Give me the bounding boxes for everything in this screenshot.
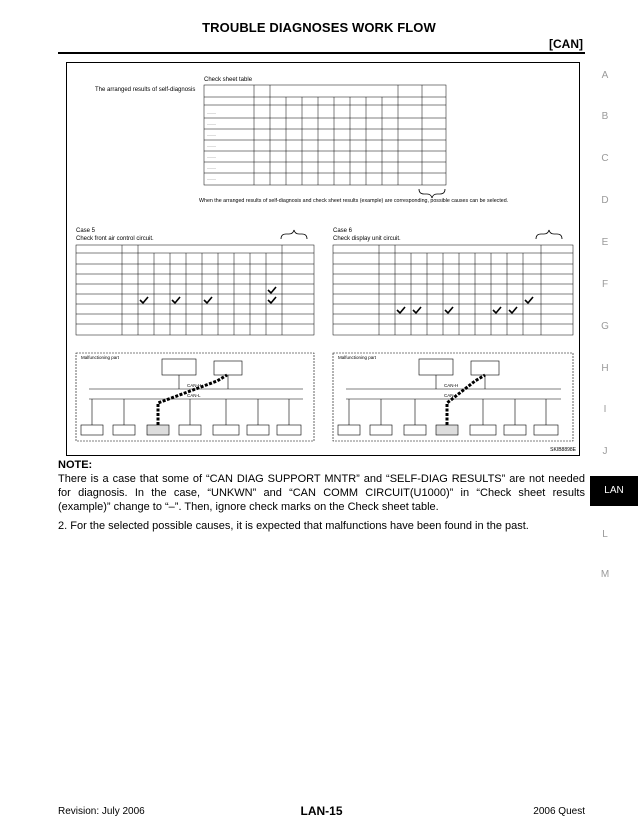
case5-bracket bbox=[281, 230, 307, 239]
step-2-text: 2. For the selected possible causes, it is expected that malfunctions have been found in the past. bbox=[58, 520, 529, 532]
case5-can-h: CAN-H bbox=[187, 383, 202, 388]
case5-check-marks bbox=[140, 287, 276, 303]
side-tab-d[interactable]: D bbox=[601, 195, 609, 206]
side-tab-j[interactable]: J bbox=[602, 446, 608, 457]
case6-can-h: CAN-H bbox=[444, 383, 459, 388]
header-rule bbox=[58, 52, 585, 54]
note-block bbox=[58, 458, 585, 533]
page-number: LAN-15 bbox=[300, 804, 343, 818]
svg-text:———: ——— bbox=[207, 133, 216, 137]
case5-malfunction-label: Malfunctioning part bbox=[81, 355, 120, 360]
side-tab-c[interactable]: C bbox=[601, 153, 609, 164]
case5-desc: Check front air control circuit. bbox=[76, 236, 154, 242]
note-heading: NOTE: bbox=[58, 459, 93, 471]
side-tab-f[interactable]: F bbox=[601, 279, 609, 290]
side-tab-b[interactable]: B bbox=[601, 111, 609, 122]
case6-malfunction-label: Malfunctioning part bbox=[338, 355, 377, 360]
side-tab-i[interactable]: I bbox=[603, 404, 607, 415]
case6-can-l: CAN-L bbox=[444, 393, 458, 398]
svg-text:———: ——— bbox=[207, 177, 216, 181]
svg-text:———: ——— bbox=[207, 155, 216, 159]
case5-title: Case 5 bbox=[76, 228, 96, 234]
svg-text:———: ——— bbox=[207, 122, 216, 126]
case6-bracket bbox=[536, 230, 562, 239]
revision-label: Revision: July 2006 bbox=[58, 806, 145, 817]
section-label: [CAN] bbox=[549, 37, 583, 51]
svg-text:———: ——— bbox=[207, 166, 216, 170]
side-tab-g[interactable]: G bbox=[601, 321, 609, 332]
case6-table bbox=[333, 245, 573, 335]
side-tab-lan[interactable]: LAN bbox=[590, 476, 638, 506]
side-tab-m[interactable]: M bbox=[600, 569, 610, 580]
top-table-faint-text bbox=[207, 111, 216, 181]
svg-text:———: ——— bbox=[207, 144, 216, 148]
top-check-sheet-table bbox=[204, 85, 446, 185]
figure-drawing bbox=[67, 63, 579, 455]
workflow-figure bbox=[66, 62, 580, 456]
case6-title: Case 6 bbox=[333, 228, 353, 234]
side-tab-l[interactable]: L bbox=[602, 529, 608, 540]
svg-text:———: ——— bbox=[207, 111, 216, 115]
case5-table bbox=[76, 245, 314, 335]
top-bracket bbox=[419, 189, 445, 198]
case6-check-marks bbox=[397, 297, 533, 313]
side-tab-h[interactable]: H bbox=[601, 363, 609, 374]
case5-can-l: CAN-L bbox=[187, 393, 201, 398]
note-text: There is a case that some of “CAN DIAG SUPPORT MNTR” and “SELF-DIAG RESULTS” are not needed for diagnosis. In the case, “UNKWN” and “CAN COMM CIRCUIT(U1000)” in “Check sheet results (example)” change to “–”. Then, ignore check marks on the Check sheet table. bbox=[58, 473, 585, 513]
case6-desc: Check display unit circuit. bbox=[333, 236, 401, 242]
side-tab-a[interactable]: A bbox=[601, 70, 609, 81]
middle-caption: When the arranged results of self-diagnosis and check sheet results (example) are corresponding, possible causes can be selected. bbox=[199, 198, 509, 204]
check-sheet-label: Check sheet table bbox=[204, 77, 253, 83]
page-title: TROUBLE DIAGNOSES WORK FLOW bbox=[202, 20, 436, 35]
model-label: 2006 Quest bbox=[533, 806, 585, 817]
side-tab-e[interactable]: E bbox=[601, 237, 609, 248]
arranged-label: The arranged results of self-diagnosis bbox=[95, 87, 196, 93]
figure-code: SKIB8898E bbox=[550, 447, 576, 453]
